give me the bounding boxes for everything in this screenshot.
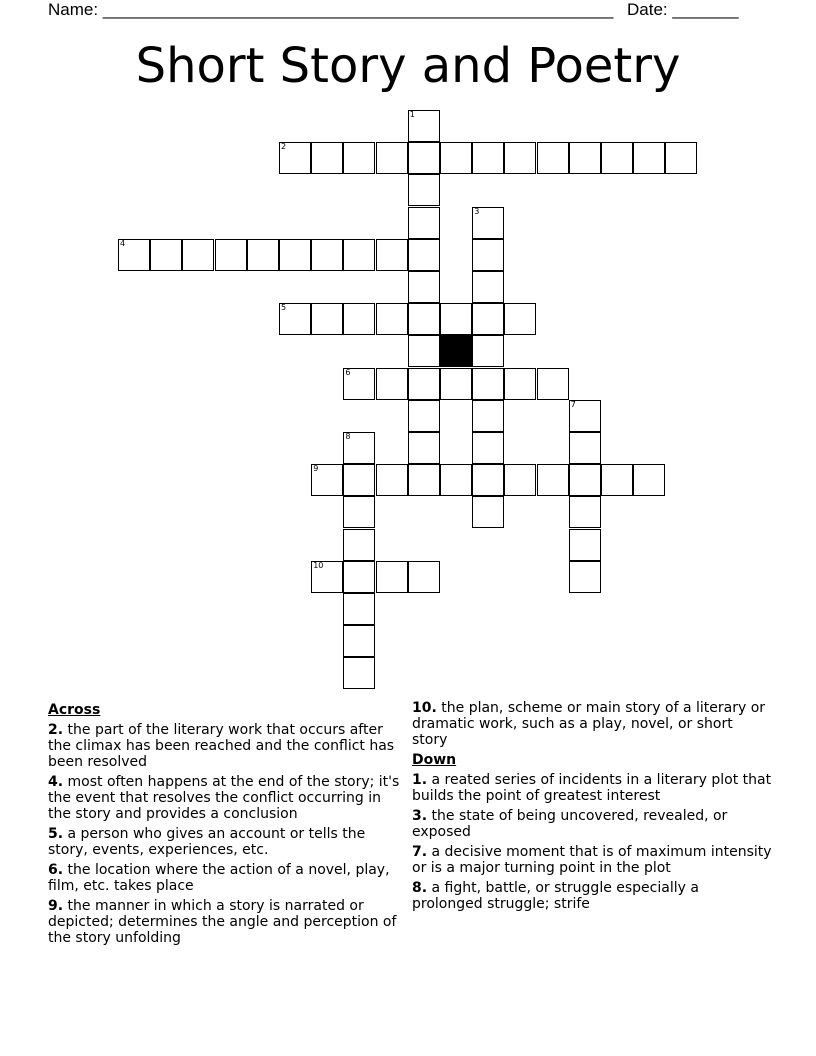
grid-cell[interactable] (311, 561, 343, 593)
grid-cell[interactable] (472, 496, 504, 528)
grid-cell[interactable] (633, 142, 665, 174)
grid-cell[interactable] (472, 303, 504, 335)
cell-number: 8 (345, 432, 351, 441)
black-cell (440, 335, 472, 367)
grid-cell[interactable] (408, 142, 440, 174)
grid-cell[interactable] (376, 368, 408, 400)
grid-cell[interactable] (311, 303, 343, 335)
grid-cell[interactable] (343, 368, 375, 400)
clue-text: the state of being uncovered, revealed, or exposed (412, 808, 728, 840)
clue-number: 5. (48, 826, 64, 842)
grid-cell[interactable] (569, 561, 601, 593)
grid-cell[interactable] (343, 625, 375, 657)
clue-text: the plan, scheme or main story of a literary or dramatic work, such as a play, novel, or short story (412, 700, 766, 748)
grid-cell[interactable] (408, 400, 440, 432)
date-field[interactable]: Date: _______ (627, 0, 739, 19)
cell-number: 5 (281, 303, 287, 313)
across-clue-list (48, 722, 408, 946)
down-clue-list (412, 772, 772, 912)
grid-cell[interactable] (408, 207, 440, 239)
grid-cell[interactable] (343, 142, 375, 174)
grid-cell[interactable] (343, 432, 375, 464)
clue-number: 2. (48, 722, 64, 738)
clue-text: the part of the literary work that occurs after the climax has been reached and the conflict has been resolved (48, 722, 395, 770)
grid-cell[interactable] (440, 142, 472, 174)
grid-cell[interactable] (118, 239, 150, 271)
grid-cell[interactable] (569, 464, 601, 496)
down-clue (412, 772, 772, 804)
grid-cell[interactable] (569, 432, 601, 464)
clue-number: 7. (412, 844, 428, 860)
clue-text: the manner in which a story is narrated or depicted; determines the angle and perception of the story unfolding (48, 898, 397, 946)
grid-cell[interactable] (504, 368, 536, 400)
grid-cell[interactable] (472, 271, 504, 303)
grid-cell[interactable] (569, 142, 601, 174)
grid-cell[interactable] (537, 142, 569, 174)
grid-cell[interactable] (343, 593, 375, 625)
grid-cell[interactable] (215, 239, 247, 271)
grid-cell[interactable] (569, 400, 601, 432)
cell-number: 9 (313, 464, 319, 474)
grid-cell[interactable] (408, 110, 440, 142)
grid-cell[interactable] (182, 239, 214, 271)
down-heading: Down (412, 752, 457, 768)
down-clue (412, 880, 772, 912)
cell-number: 7 (570, 399, 576, 409)
across-clue-list-continued (412, 700, 772, 748)
grid-cell[interactable] (472, 464, 504, 496)
grid-cell[interactable] (537, 368, 569, 400)
grid-cell[interactable] (408, 464, 440, 496)
across-heading: Across (48, 702, 101, 718)
clue-number: 1. (412, 772, 428, 788)
grid-cell[interactable] (343, 239, 375, 271)
across-clue (48, 722, 408, 770)
clue-number: 6. (48, 862, 64, 878)
grid-cell[interactable] (440, 368, 472, 400)
grid-cell[interactable] (376, 142, 408, 174)
clue-number: 8. (412, 880, 428, 896)
across-clue (412, 700, 772, 748)
grid-cell[interactable] (343, 496, 375, 528)
grid-cell[interactable] (343, 657, 375, 689)
clue-number: 4. (48, 774, 64, 790)
clue-text: a reated series of incidents in a literary plot that builds the point of greatest interest (412, 772, 772, 804)
grid-cell[interactable] (472, 335, 504, 367)
grid-cell[interactable] (376, 239, 408, 271)
grid-cell[interactable] (408, 335, 440, 367)
grid-cell[interactable] (504, 464, 536, 496)
across-clue (48, 826, 408, 858)
cell-number: 3 (474, 206, 480, 216)
clue-text: a decisive moment that is of maximum intensity or is a major turning point in the plot (412, 844, 772, 876)
clues-right-column (412, 700, 772, 916)
across-clue (48, 774, 408, 822)
clues-left-column (48, 700, 408, 950)
grid-cell[interactable] (376, 561, 408, 593)
grid-cell[interactable] (408, 561, 440, 593)
cell-number: 6 (345, 367, 351, 377)
grid-cell[interactable] (279, 142, 311, 174)
grid-cell[interactable] (472, 207, 504, 239)
grid-cell[interactable] (343, 561, 375, 593)
name-field[interactable]: Name: ______________________________________________________ (48, 0, 614, 19)
grid-cell[interactable] (343, 303, 375, 335)
grid-cell[interactable] (472, 142, 504, 174)
clue-number: 3. (412, 808, 428, 824)
grid-cell[interactable] (279, 303, 311, 335)
across-clue (48, 862, 408, 894)
grid-cell[interactable] (472, 400, 504, 432)
grid-cell[interactable] (408, 174, 440, 206)
grid-cell[interactable] (343, 464, 375, 496)
grid-cell[interactable] (376, 303, 408, 335)
grid-cell[interactable] (247, 239, 279, 271)
grid-cell[interactable] (408, 368, 440, 400)
grid-cell[interactable] (408, 271, 440, 303)
grid-cell[interactable] (472, 239, 504, 271)
grid-cell[interactable] (311, 239, 343, 271)
grid-cell[interactable] (472, 368, 504, 400)
cell-number: 1 (409, 110, 415, 119)
grid-cell[interactable] (408, 303, 440, 335)
grid-cell[interactable] (601, 142, 633, 174)
grid-cell[interactable] (311, 464, 343, 496)
grid-cell[interactable] (569, 529, 601, 561)
cell-number: 10 (313, 560, 324, 570)
grid-cell[interactable] (569, 496, 601, 528)
grid-cell[interactable] (150, 239, 182, 271)
down-clue (412, 808, 772, 840)
grid-cell[interactable] (440, 303, 472, 335)
grid-cell[interactable] (408, 239, 440, 271)
down-clue (412, 844, 772, 876)
grid-cell[interactable] (472, 432, 504, 464)
grid-cell[interactable] (440, 464, 472, 496)
cell-number: 4 (120, 238, 126, 248)
clue-number: 10. (412, 700, 437, 716)
across-clue (48, 898, 408, 946)
grid-cell[interactable] (504, 142, 536, 174)
grid-cell[interactable] (376, 464, 408, 496)
grid-cell[interactable] (665, 142, 697, 174)
clue-text: a fight, battle, or struggle especially a prolonged struggle; strife (412, 880, 699, 912)
grid-cell[interactable] (279, 239, 311, 271)
grid-cell[interactable] (343, 529, 375, 561)
clue-text: a person who gives an account or tells the story, events, experiences, etc. (48, 826, 366, 858)
clue-text: the location where the action of a novel, play, film, etc. takes place (48, 862, 390, 894)
cell-number: 2 (281, 142, 287, 152)
page-title: Short Story and Poetry (135, 38, 681, 94)
grid-cell[interactable] (311, 142, 343, 174)
clue-text: most often happens at the end of the story; it's the event that resolves the conflict occurring in the story and provides a conclusion (48, 774, 400, 822)
grid-cell[interactable] (537, 464, 569, 496)
grid-cell[interactable] (504, 303, 536, 335)
grid-cell[interactable] (633, 464, 665, 496)
grid-cell[interactable] (408, 432, 440, 464)
grid-cell[interactable] (601, 464, 633, 496)
clue-number: 9. (48, 898, 64, 914)
